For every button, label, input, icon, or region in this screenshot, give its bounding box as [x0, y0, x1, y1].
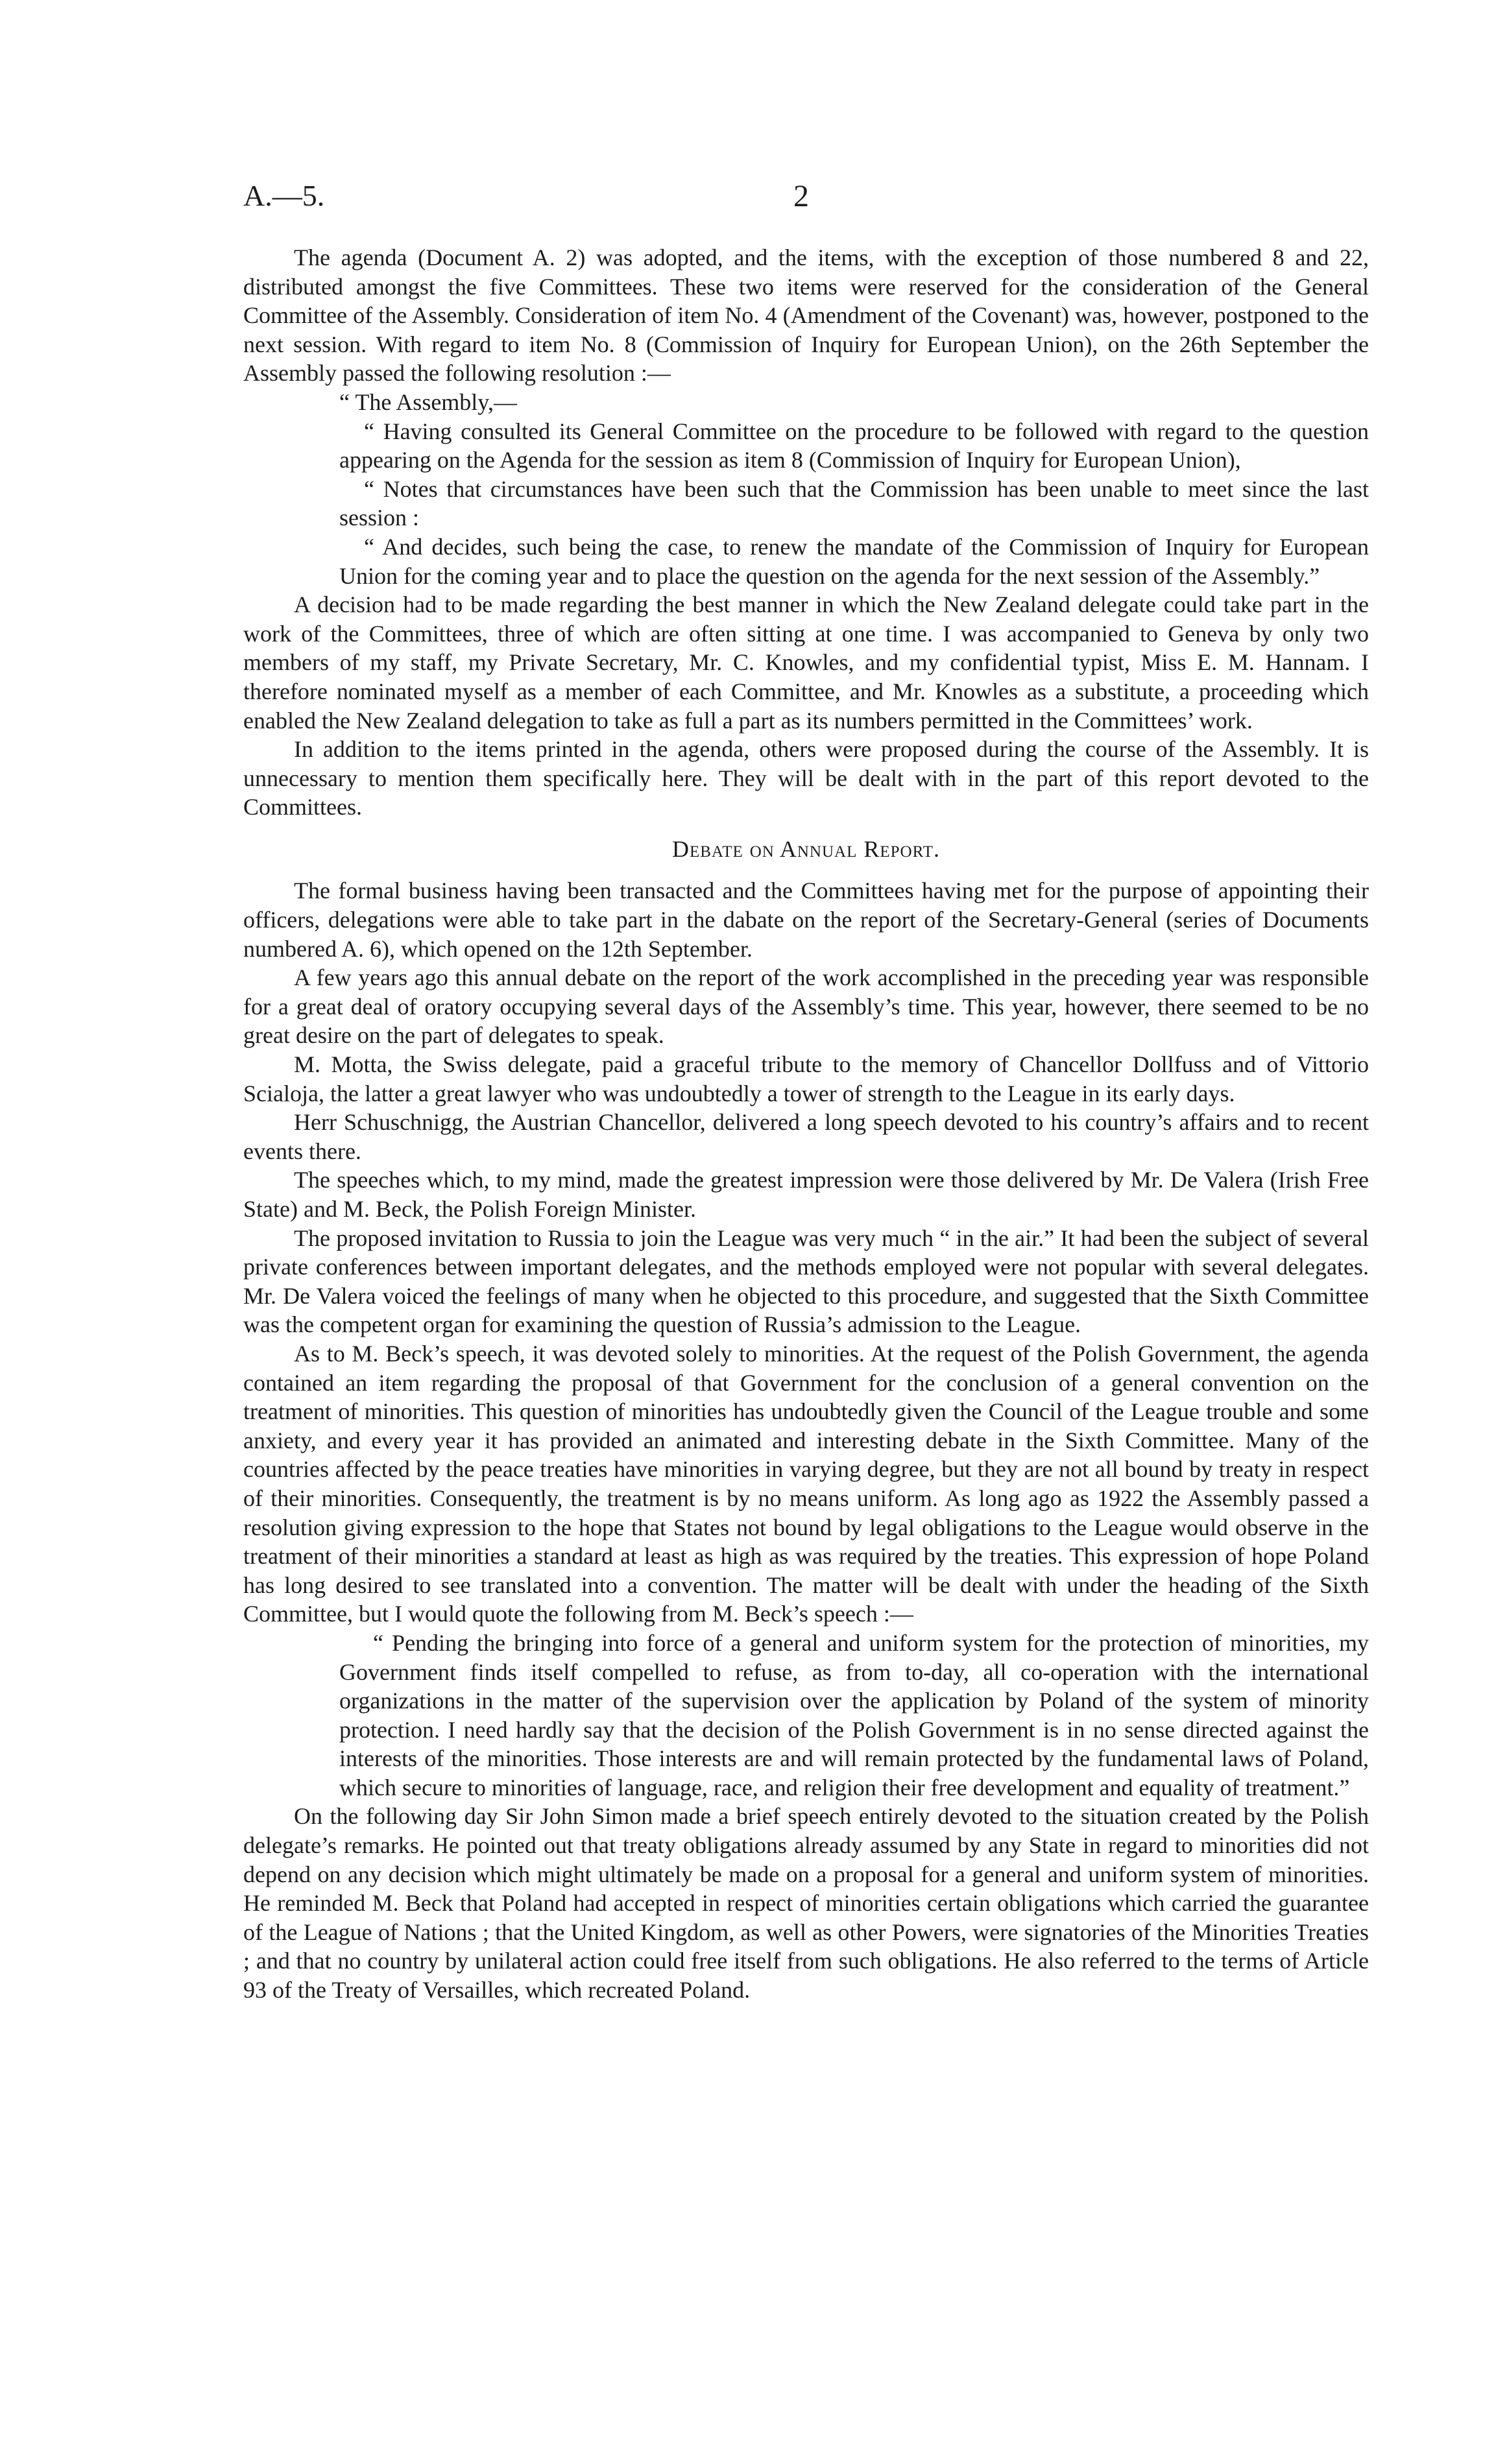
paragraph-simon: On the following day Sir John Simon made a brief speech entirely devoted to the situation created by the Polish delegate’s remarks. He pointed out that treaty obligations already assumed by any State in regard to minorities did not depend on any decision which might ultimately be made on a proposal for a general and uniform system of minorities. He reminded M. Beck that Poland had accepted in respect of minorities certain obligations which carried the guarantee of the League of Nations ; that the United Kingdom, as well as other Powers, were signatories of the Minorities Treaties ; and that no country by unilateral action could free itself from such obligations. He also referred to the terms of Article 93 of the Treaty of Versailles, which recreated Poland. [243, 1803, 1369, 2003]
resolution-having-consulted: “ Having consulted its General Committee on the procedure to be followed with regard to the question appearing on the Agenda for the session as item 8 (Commission of Inquiry for European Union), [339, 418, 1369, 473]
paragraph-formal-business: The formal business having been transacted and the Committees having met for the purpose of appointing their officers, delegations were able to take part in the dabate on the report of the Secretary-General (series of Documents numbered A. 6), which opened on the 12th September. [243, 878, 1369, 962]
document-reference: A.—5. [243, 179, 325, 212]
paragraph-committee-work: A decision had to be made regarding the best manner in which the New Zealand delegate could take part in the work of the Committees, three of which are often sitting at one time. I was accompanied to Geneva by only two members of my staff, my Private Secretary, Mr. C. Knowles, and my confidential typist, Miss E. M. Hannam. I therefore nominated myself as a member of each Committee, and Mr. Knowles as a substitute, a proceeding which enabled the New Zealand delegation to take as full a part as its numbers permitted in the Committees’ work. [243, 592, 1369, 734]
paragraph-agenda: The agenda (Document A. 2) was adopted, and the items, with the exception of those numbered 8 and 22, distributed amongst the five Committees. These two items were reserved for the consideration of the General Committee of the Assembly. Consideration of item No. 4 (Amendment of the Covenant) was, however, postponed to the next session. With regard to item No. 8 (Commission of Inquiry for European Union), on the 26th September the Assembly passed the following resolution :— [243, 245, 1369, 387]
paragraph-minorities: As to M. Beck’s speech, it was devoted solely to minorities. At the request of the Polish Government, the agenda contained an item regarding the proposal of that Government for the conclusion of a general convention on the treatment of minorities. This question of minorities has undoubtedly given the Council of the League trouble and some anxiety, and every year it has provided an animated and interesting debate in the Sixth Committee. Many of the countries affected by the peace treaties have minorities in varying degree, but they are not all bound by treaty in respect of their minorities. Consequently, the treatment is by no means uniform. As long ago as 1922 the Assembly passed a resolution giving expression to the hope that States not bound by legal obligations to the League would observe in the treatment of their minorities a standard at least as high as was required by the treaties. This expression of hope Poland has long desired to see translated into a convention. The matter will be dealt with under the heading of the Sixth Committee, but I would quote the following from M. Beck’s speech :— [243, 1340, 1369, 1627]
quote-beck-speech: “ Pending the bringing into force of a general and uniform system for the protection of minorities, my Government finds itself compelled to refuse, as from to-day, all co-operation with the international organizations in the matter of the supervision over the application by Poland of the system of minority protection. I need hardly say that the decision of the Polish Government is in no sense directed against the interests of the minorities. Those interests are and will remain protected by the fundamental laws of Poland, which secure to minorities of language, race, and religion their free development and equality of treatment.” [339, 1629, 1369, 1800]
section-heading: Debate on Annual Report. [671, 835, 941, 862]
paragraph-russia: The proposed invitation to Russia to join the League was very much “ in the air.” It had been the subject of several private conferences between important delegates, and the methods employed were not popular with several delegates. Mr. De Valera voiced the feelings of many when he objected to this procedure, and suggested that the Sixth Committee was the competent organ for examining the question of Russia’s admission to the League. [243, 1225, 1369, 1338]
page-header [243, 178, 1369, 217]
resolution-decides: “ And decides, such being the case, to renew the mandate of the Commission of Inquiry for European Union for the coming year and to place the question on the agenda for the next session of the Assembly.” [339, 533, 1369, 589]
paragraph-motta: M. Motta, the Swiss delegate, paid a graceful tribute to the memory of Chancellor Dollfuss and of Vittorio Scialoja, the latter a great lawyer who was undoubtedly a tower of strength to the League in its early days. [243, 1051, 1369, 1106]
paragraph-annual-debate: A few years ago this annual debate on the report of the work accomplished in the preceding year was responsible for a great deal of oratory occupying several days of the Assembly’s time. This year, however, there seemed to be no great desire on the part of delegates to speak. [243, 964, 1369, 1049]
resolution-opening: “ The Assembly,— [339, 389, 517, 415]
paragraph-schuschnigg: Herr Schuschnigg, the Austrian Chancellor, delivered a long speech devoted to his country’s affairs and to recent events there. [243, 1109, 1369, 1164]
page-number: 2 [793, 179, 809, 213]
resolution-notes: “ Notes that circumstances have been such that the Commission has been unable to meet since the last session : [339, 475, 1369, 531]
page-body [243, 243, 1369, 2005]
paragraph-additional-items: In addition to the items printed in the agenda, others were proposed during the course of the Assembly. It is unnecessary to mention them specifically here. They will be dealt with in the part of this report devoted to the Committees. [243, 736, 1369, 820]
paragraph-speeches: The speeches which, to my mind, made the greatest impression were those delivered by Mr. De Valera (Irish Free State) and M. Beck, the Polish Foreign Minister. [243, 1167, 1369, 1222]
